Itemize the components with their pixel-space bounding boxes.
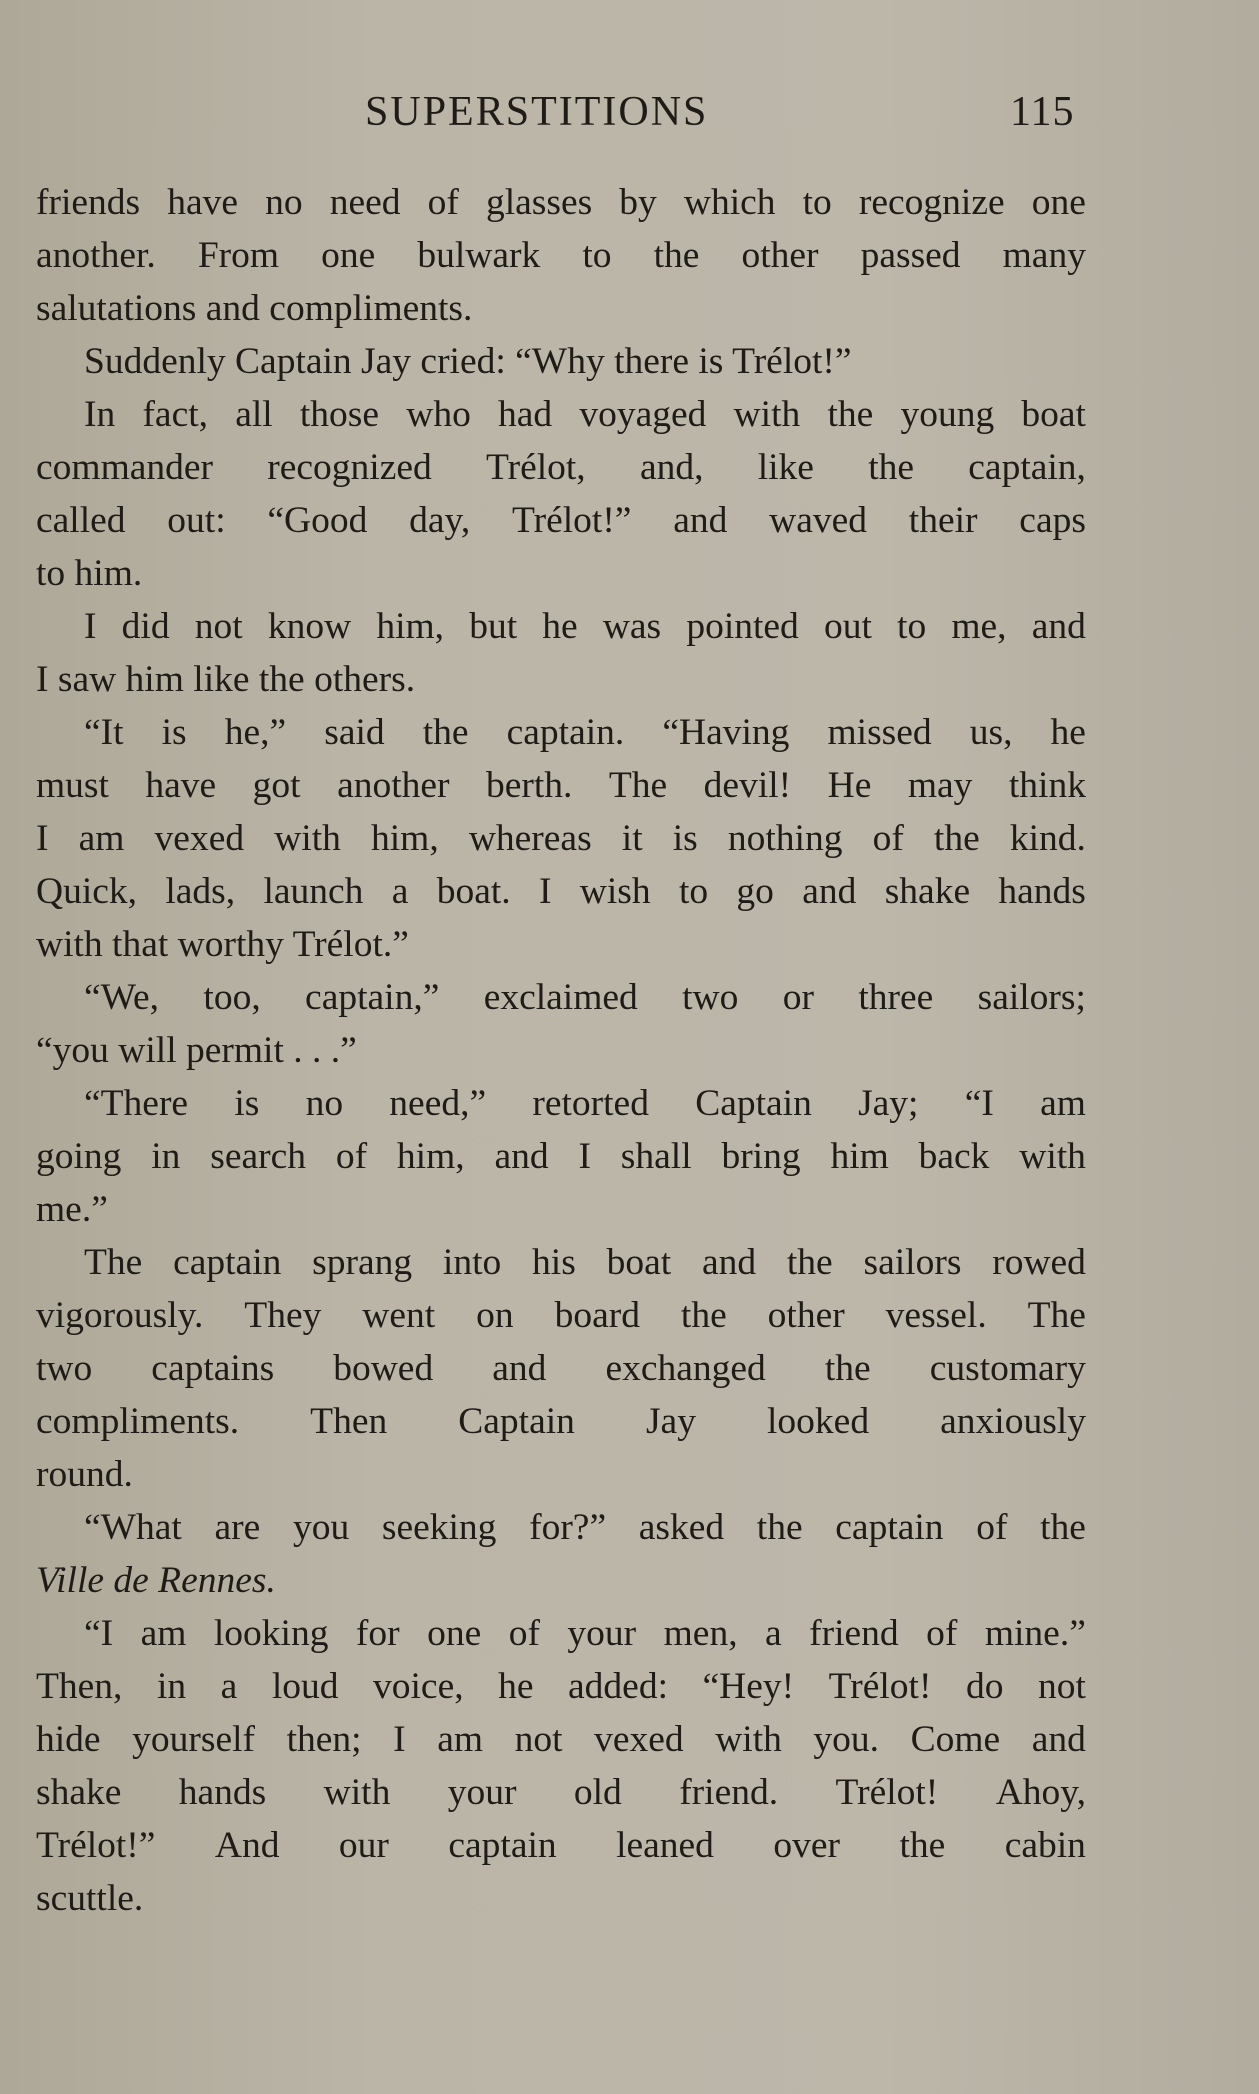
text-line: scuttle. (36, 1878, 144, 1919)
page-number: 115 (1010, 89, 1075, 135)
text-line: commander recognized Trélot, and, like the captain, (36, 447, 1086, 488)
text-line: shake hands with your old friend. Trélot! Ahoy, (36, 1772, 1086, 1813)
text-line: with that worthy Trélot.” (36, 924, 409, 965)
text-line: I saw him like the others. (36, 659, 416, 700)
text-line: “There is no need,” retorted Captain Jay; “I am (84, 1083, 1086, 1124)
text-line: compliments. Then Captain Jay looked anxiously (36, 1401, 1086, 1442)
text-line: going in search of him, and I shall bring him back with (36, 1136, 1086, 1177)
text-line: another. From one bulwark to the other passed many (36, 235, 1086, 276)
text-line: I did not know him, but he was pointed out to me, and (84, 606, 1086, 647)
text-line: Suddenly Captain Jay cried: “Why there is Trélot!” (84, 341, 852, 382)
text-line: vigorously. They went on board the other vessel. The (36, 1295, 1086, 1336)
running-head: SUPERSTITIONS (365, 89, 709, 135)
text-line: me.” (36, 1189, 108, 1230)
text-line: Trélot!” And our captain leaned over the cabin (36, 1825, 1086, 1866)
text-line: to him. (36, 553, 143, 594)
text-line: must have got another berth. The devil! He may think (36, 765, 1086, 806)
body-text (36, 176, 1086, 1925)
text-line: In fact, all those who had voyaged with the young boat (84, 394, 1086, 435)
text-line: two captains bowed and exchanged the customary (36, 1348, 1086, 1389)
page-header (0, 88, 1259, 148)
text-line: “What are you seeking for?” asked the captain of the (84, 1507, 1086, 1548)
text-line: “It is he,” said the captain. “Having missed us, he (84, 712, 1086, 753)
text-line: Ville de Rennes. (36, 1560, 276, 1601)
text-line: “We, too, captain,” exclaimed two or three sailors; (84, 977, 1086, 1018)
text-line: The captain sprang into his boat and the sailors rowed (84, 1242, 1086, 1283)
text-line: I am vexed with him, whereas it is nothing of the kind. (36, 818, 1086, 859)
text-line: called out: “Good day, Trélot!” and waved their caps (36, 500, 1086, 541)
text-line: “I am looking for one of your men, a friend of mine.” (84, 1613, 1086, 1654)
text-line: “you will permit . . .” (36, 1030, 357, 1071)
text-line: salutations and compliments. (36, 288, 473, 329)
text-line: Quick, lads, launch a boat. I wish to go and shake hands (36, 871, 1086, 912)
text-line: Then, in a loud voice, he added: “Hey! Trélot! do not (36, 1666, 1086, 1707)
text-line: friends have no need of glasses by which to recognize one (36, 182, 1086, 223)
text-line: hide yourself then; I am not vexed with you. Come and (36, 1719, 1086, 1760)
text-line: round. (36, 1454, 133, 1495)
